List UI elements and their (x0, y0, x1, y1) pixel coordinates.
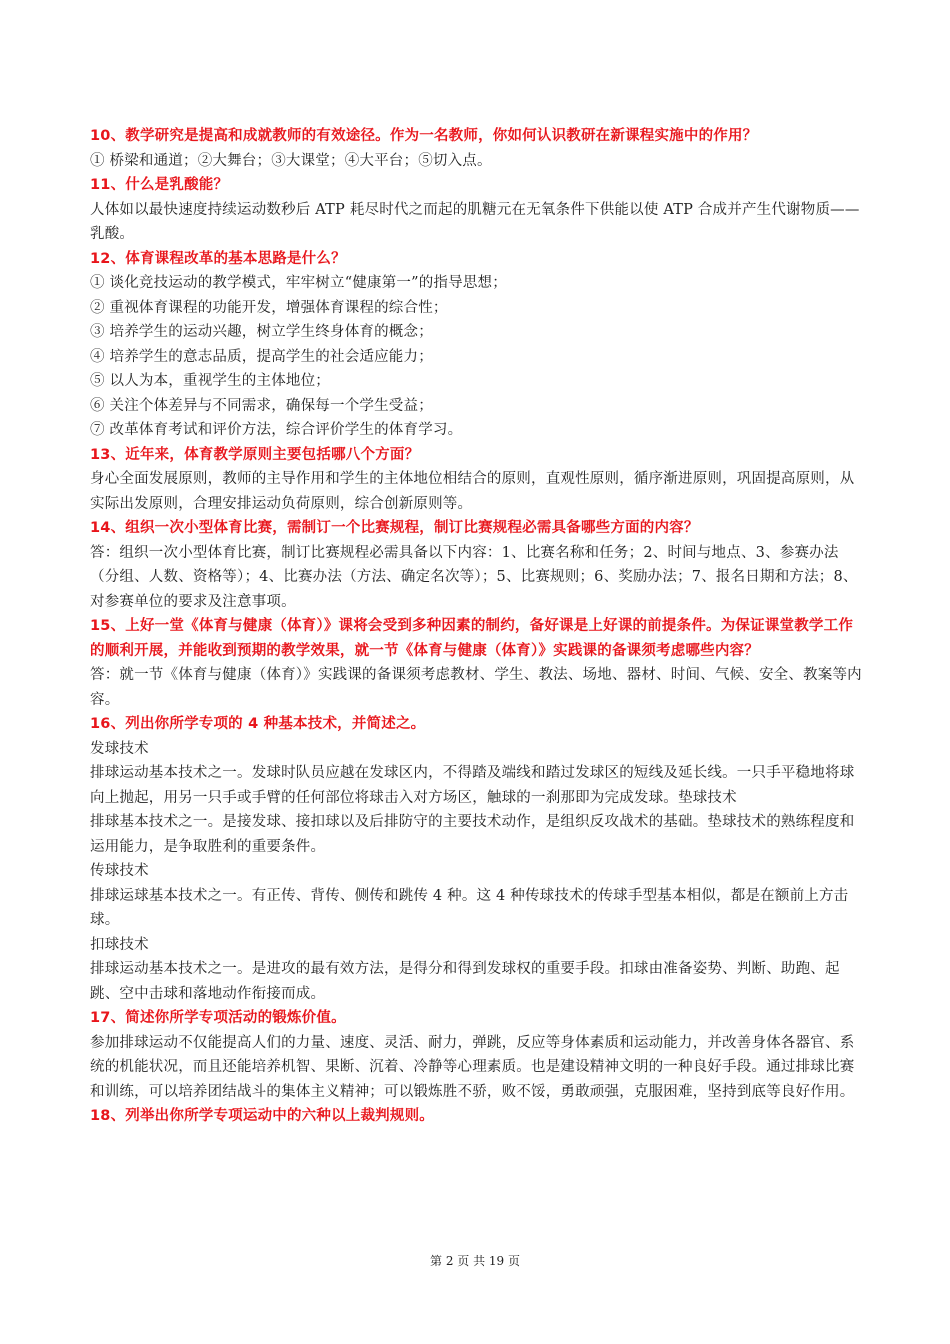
technique-dig-text: 排球基本技术之一。是接发球、接扣球以及后排防守的主要技术动作，是组织反攻战术的基础。垫球技术的熟练程度和运用能力，是争取胜利的重要条件。 (90, 814, 855, 855)
technique-serve-text: 排球运动基本技术之一。发球时队员应越在发球区内，不得踏及端线和踏过发球区的短线及延长线。一只手平稳地将球向上抛起，用另一只手或手臂的任何部位将球击入对方场区，触球的一刹那即为完成发球。垫球技术 (90, 765, 855, 806)
answer-13: 身心全面发展原则，教师的主导作用和学生的主体地位相结合的原则，直观性原则，循序渐进原则，巩固提高原则，从实际出发原则，合理安排运动负荷原则，综合创新原则等。 (90, 471, 855, 512)
answer-12-item-7: ⑦ 改革体育考试和评价方法，综合评价学生的体育学习。 (90, 422, 463, 438)
question-13: 13、近年来，体育教学原则主要包括哪八个方面？ (90, 446, 420, 463)
answer-12-item-2: ② 重视体育课程的功能开发，增强体育课程的综合性； (90, 299, 448, 316)
question-18: 18、列举出你所学专项运动中的六种以上裁判规则。 (90, 1108, 434, 1124)
question-10: 10、教学研究是提高和成就教师的有效途径。作为一名教师，你如何认识教研在新课程实施中的作用？ (90, 128, 758, 144)
technique-spike-text: 排球运动基本技术之一。是进攻的最有效方法，是得分和得到发球权的重要手段。扣球由准备姿势、判断、助跑、起跳、空中击球和落地动作衔接而成。 (90, 961, 840, 1002)
answer-10: ① 桥梁和通道；②大舞台；③大课堂；④大平台；⑤切入点。 (90, 152, 492, 169)
page-number-footer: 第 2 页 共 19 页 (430, 1254, 520, 1268)
answer-15: 答：就一节《体育与健康（体育）》实践课的备课须考虑教材、学生、教法、场地、器材、时间、气候、安全、教案等内容。 (90, 667, 862, 708)
question-17: 17、简述你所学专项活动的锻炼价值。 (90, 1010, 346, 1026)
answer-14: 答：组织一次小型体育比赛，制订比赛规程必需具备以下内容：1、比赛名称和任务；2、时间与地点、3、参赛办法（分组、人数、资格等）；4、比赛办法（方法、确定名次等）；5、比赛规则；6、奖励办法；7、报名日期和方法；8、对参赛单位的要求及注意事项。 (90, 544, 858, 610)
answer-12-item-1: ① 谈化竞技运动的教学模式，牢牢树立“健康第一”的指导思想； (90, 275, 507, 291)
technique-set-heading: 传球技术 (90, 863, 149, 879)
document-body (90, 124, 862, 1129)
question-15: 15、上好一堂《体育与健康（体育）》课将会受到多种因素的制约，备好课是上好课的前提条件。为保证课堂教学工作的顺利开展，并能收到预期的教学效果，就一节《体育与健康（体育）》实践课的备课须考虑哪些内容？ (90, 618, 854, 659)
technique-set-text: 排球运球基本技术之一。有正传、背传、侧传和跳传 4 种。这 4 种传球技术的传球手型基本相似，都是在额前上方击球。 (90, 887, 849, 928)
question-12: 12、体育课程改革的基本思路是什么？ (90, 250, 346, 267)
question-14: 14、组织一次小型体育比赛，需制订一个比赛规程，制订比赛规程必需具备哪些方面的内容？ (90, 520, 699, 536)
answer-12-item-6: ⑥ 关注个体差异与不同需求，确保每一个学生受益； (90, 397, 433, 414)
answer-17: 参加排球运动不仅能提高人们的力量、速度、灵活、耐力，弹跳，反应等身体素质和运动能力，并改善身体各器官、系统的机能状况，而且还能培养机智、果断、沉着、冷静等心理素质。也是建设精神文明的一种良好手段。通过排球比赛和训练，可以培养团结战斗的集体主义精神；可以锻炼胜不骄，败不馁，勇敢顽强，克服困难，坚持到底等良好作用。 (90, 1034, 855, 1100)
answer-11: 人体如以最快速度持续运动数秒后 ATP 耗尽时代之而起的肌糖元在无氧条件下供能以使 ATP 合成并产生代谢物质——乳酸。 (90, 201, 860, 242)
technique-serve-heading: 发球技术 (90, 740, 149, 757)
question-11: 11、什么是乳酸能？ (90, 177, 229, 193)
answer-12-item-4: ④ 培养学生的意志品质，提高学生的社会适应能力； (90, 348, 433, 365)
question-16: 16、列出你所学专项的 4 种基本技术，并简述之。 (90, 716, 426, 732)
answer-12-item-5: ⑤ 以人为本，重视学生的主体地位； (90, 373, 331, 389)
answer-12-item-3: ③ 培养学生的运动兴趣，树立学生终身体育的概念； (90, 324, 433, 340)
technique-spike-heading: 扣球技术 (90, 936, 149, 953)
